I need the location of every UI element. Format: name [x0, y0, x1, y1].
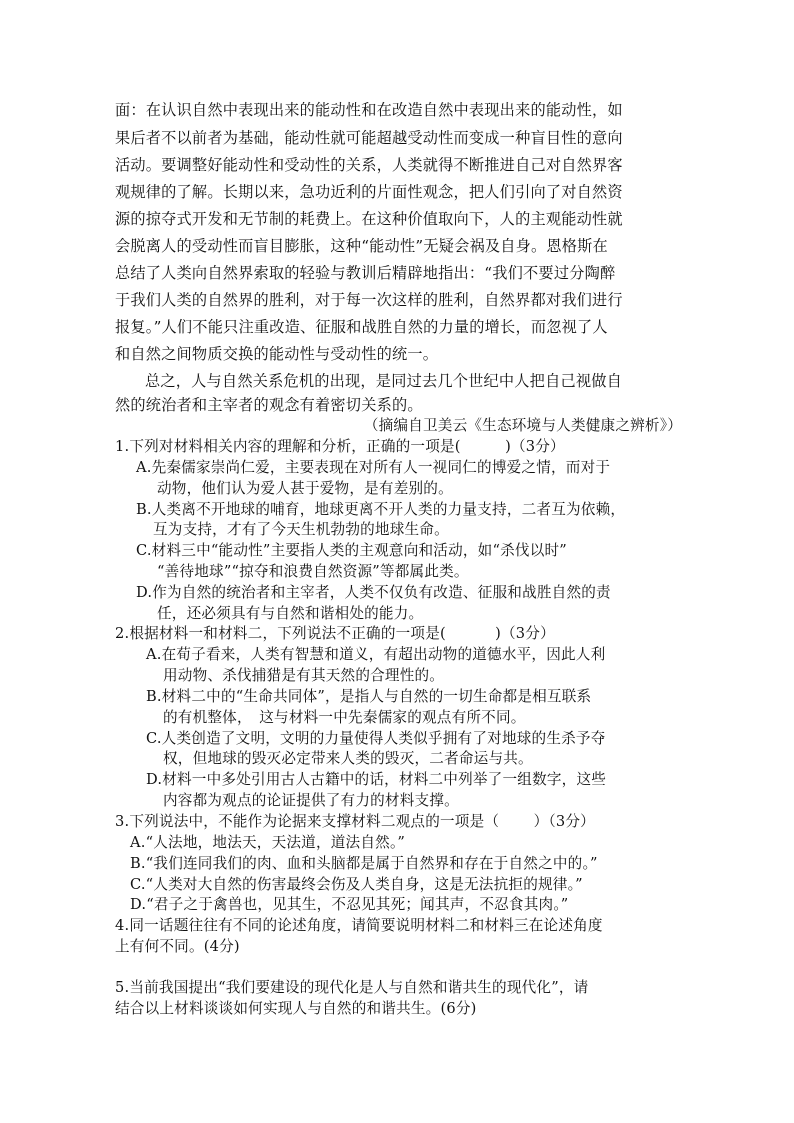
passage-line: 面：在认识自然中表现出来的能动性和在改造自然中表现出来的能动性，如	[115, 101, 623, 119]
option-b: B.人类离不开地球的哺育，地球更离不开人类的力量支持，二者互为依赖，	[136, 501, 626, 518]
option-a: A.先秦儒家崇尚仁爱，主要表现在对所有人一视同仁的博爱之情，而对于	[136, 459, 611, 476]
question-stem: 1.下列对材料相关内容的理解和分析，正确的一项是( )（3分）	[115, 438, 565, 455]
passage-source: （摘编自卫美云《生态环境与人类健康之辨析》）	[363, 417, 682, 434]
option-d: D.材料一中多处引用古人古籍中的话，材料二中列举了一组数字，这些	[146, 771, 607, 788]
option-a-cont: 用动物、杀伐捕猎是有其天然的合理性的。	[163, 667, 445, 684]
question-stem-cont: 结合以上材料谈谈如何实现人与自然的和谐共生。(6分)	[115, 1000, 477, 1017]
option-c: C.材料三中“能动性”主要指人类的主观意向和活动，如“杀伐以时”	[136, 542, 567, 559]
option-b-cont: 互为支持，才有了今天生机勃勃的地球生命。	[153, 521, 449, 538]
question-stem: 5.当前我国提出“我们要建设的现代化是人与自然和谐共生的现代化”，请	[115, 979, 589, 996]
question-stem-cont: 上有何不同。(4分)	[115, 938, 240, 955]
passage-line: 和自然之间物质交换的能动性与受动性的统一。	[115, 345, 439, 363]
passage-line: 总之，人与自然关系危机的出现，是同过去几个世纪中人把自己视做自	[145, 372, 623, 390]
option-d-cont: 任，还必须具有与自然和谐相处的能力。	[157, 605, 424, 622]
passage-line: 会脱离人的受动性而盲目膨胀，这种“能动性”无疑会祸及自身。恩格斯在	[115, 237, 608, 255]
passage-line: 活动。要调整好能动性和受动性的关系，人类就得不断推进自己对自然界客	[115, 156, 623, 174]
option-a: A.在荀子看来，人类有智慧和道义，有超出动物的道德水平，因此人利	[146, 646, 606, 663]
option-a: A.“人法地，地法天，天法道，道法自然。”	[130, 834, 406, 851]
option-a-cont: 动物，他们认为爱人甚于爱物，是有差别的。	[157, 480, 453, 497]
option-b: B.“我们连同我们的肉、血和头脑都是属于自然界和存在于自然之中的。”	[130, 855, 598, 872]
passage-line: 源的掠夺式开发和无节制的耗费上。在这种价值取向下，人的主观能动性就	[115, 210, 623, 228]
option-d-cont: 内容都为观点的论证提供了有力的材料支撑。	[163, 792, 459, 809]
option-c: C.“人类对大自然的伤害最终会伤及人类自身，这是无法抗拒的规律。”	[130, 876, 583, 893]
passage-line: 报复。”人们不能只注重改造、征服和战胜自然的力量的增长，而忽视了人	[115, 318, 608, 336]
passage-line: 果后者不以前者为基础，能动性就可能超越受动性而变成一种盲目性的意向	[115, 129, 623, 147]
option-c: C.人类创造了文明，文明的力量使得人类似乎拥有了对地球的生杀予夺	[146, 730, 606, 747]
passage-line: 总结了人类向自然界索取的轻验与教训后精辟地指出：“我们不要过分陶醉	[115, 264, 616, 282]
option-b-cont: 的有机整体， 这与材料一中先秦儒家的观点有所不同。	[163, 709, 526, 726]
passage-line: 于我们人类的自然界的胜利，对于每一次这样的胜利，自然界都对我们进行	[115, 291, 623, 309]
option-b: B.材料二中的“生命共同体”，是指人与自然的一切生命都是相互联系	[146, 688, 592, 705]
passage-line: 然的统治者和主宰者的观念有着密切关系的。	[115, 396, 423, 414]
question-stem: 4.同一话题往往有不同的论述角度，请简要说明材料二和材料三在论述角度	[115, 917, 603, 934]
option-c-cont: 权，但地球的毁灭必定带来人类的毁灭，二者命运与共。	[163, 750, 533, 767]
option-d: D.“君子之于禽兽也，见其生，不忍见其死；闻其声，不忍食其肉。”	[130, 896, 569, 913]
option-c-cont: “善待地球”“掠夺和浪费自然资源”等都属此类。	[157, 563, 469, 580]
passage-line: 观规律的了解。长期以来，急功近利的片面性观念，把人们引向了对自然资	[115, 183, 623, 201]
option-d: D.作为自然的统治者和主宰者，人类不仅负有改造、征服和战胜自然的责	[136, 584, 611, 601]
question-stem: 3.下列说法中，不能作为论据来支撑材料二观点的一项是（ ）（3分）	[115, 813, 595, 830]
question-stem: 2.根据材料一和材料二，下列说法不正确的一项是( )（3分）	[115, 625, 555, 642]
